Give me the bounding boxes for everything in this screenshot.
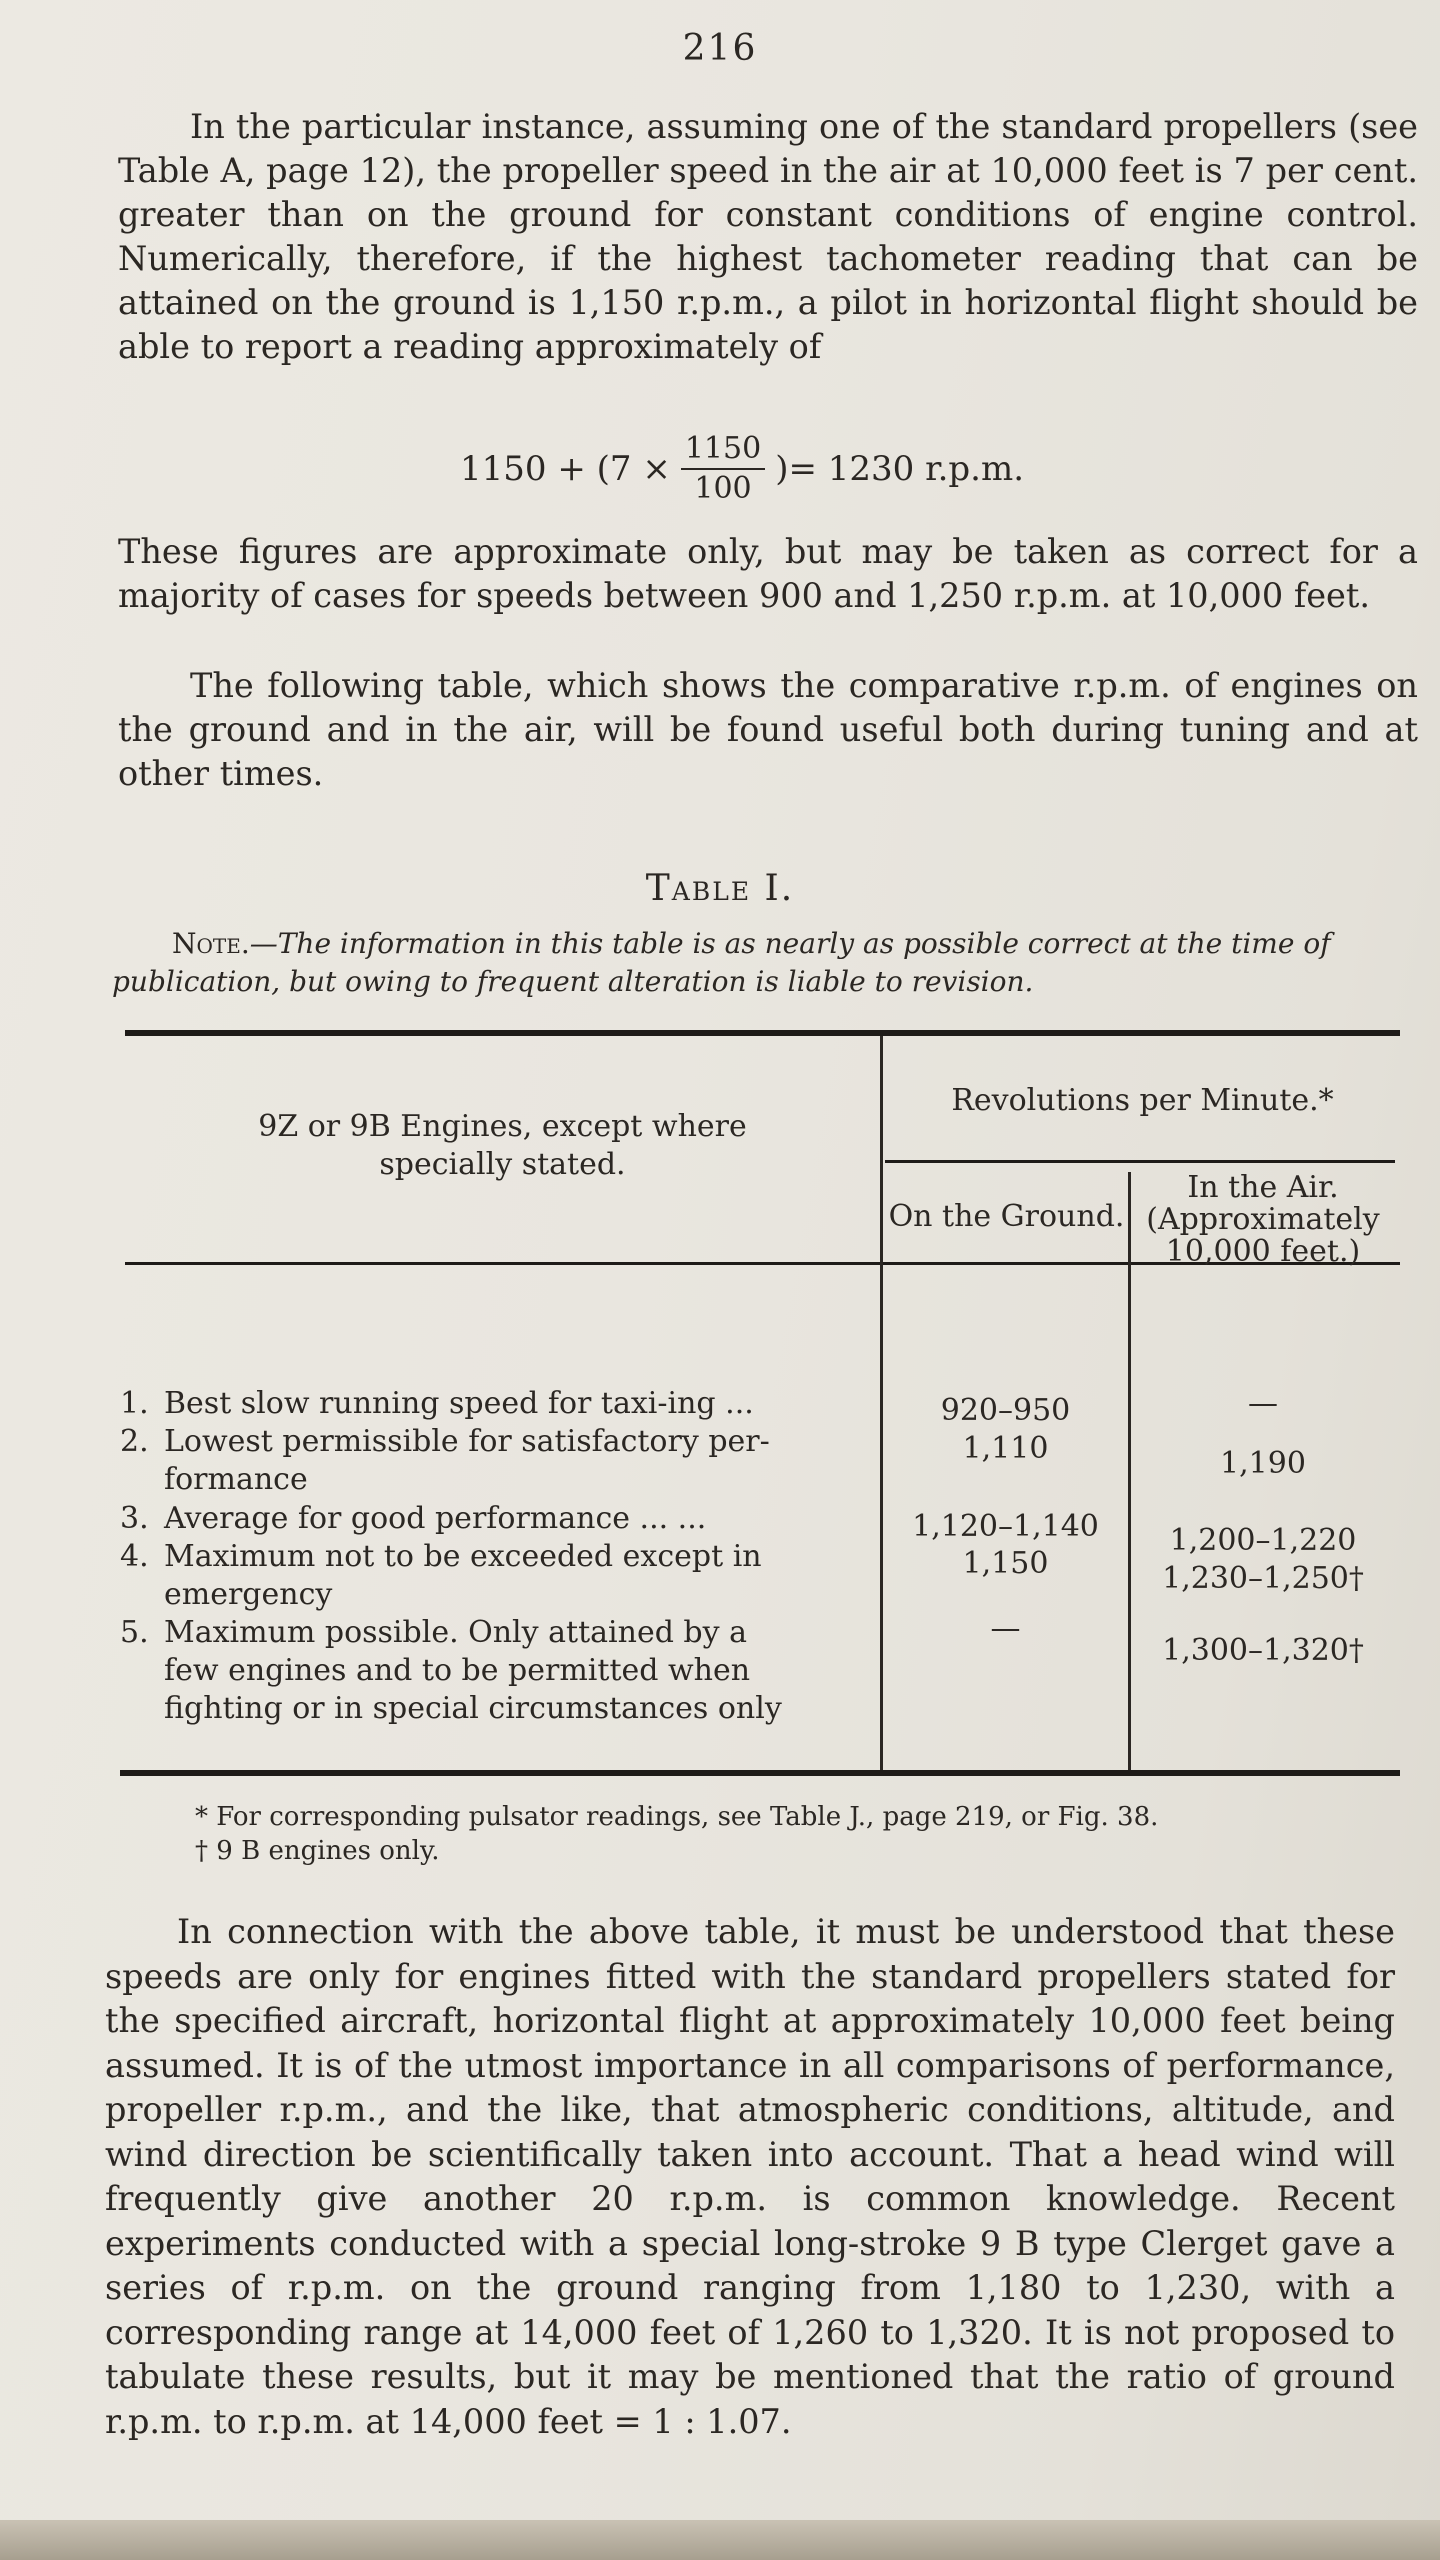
ground-value: 1,120–1,140 xyxy=(912,1509,1099,1544)
footnote-9b: † 9 B engines only. xyxy=(195,1836,440,1866)
air-value: 1,300–1,320† xyxy=(1162,1633,1364,1668)
table-row xyxy=(120,1538,880,1614)
row-label: Maximum possible. Only attained by a xyxy=(164,1615,748,1650)
air-value: 1,230–1,250† xyxy=(1162,1561,1364,1596)
header-air-line3: 10,000 feet.) xyxy=(1165,1234,1361,1269)
header-on-ground: On the Ground. xyxy=(888,1199,1125,1234)
air-value: — xyxy=(1248,1386,1278,1421)
note-text: —The information in this table is as nearly as possible correct at the time of publication, but owing to frequent alteration is liable to revision. xyxy=(112,927,1331,998)
formula-denominator: 100 xyxy=(694,471,752,506)
header-air-line1: In the Air. xyxy=(1187,1170,1339,1205)
header-engines-line2: specially stated. xyxy=(379,1147,626,1182)
table-row xyxy=(120,1614,880,1728)
table-note xyxy=(112,925,1392,1001)
group-header-rule xyxy=(885,1160,1395,1163)
formula-numerator: 1150 xyxy=(681,430,765,470)
header-in-air xyxy=(1131,1172,1395,1268)
formula-fraction xyxy=(681,430,765,508)
air-value: 1,200–1,220 xyxy=(1169,1523,1357,1558)
row-label: Average for good performance ... ... xyxy=(164,1501,707,1536)
table-row xyxy=(120,1423,880,1499)
row-label: Lowest permissible for satisfactory per- xyxy=(164,1424,770,1459)
row-label-cont: emergency xyxy=(164,1577,333,1612)
row-number: 5. xyxy=(120,1615,149,1650)
header-engines-line1: 9Z or 9B Engines, except where xyxy=(258,1109,747,1144)
table-row xyxy=(120,1385,880,1423)
paragraph-approximate-figures: These figures are approximate only, but may be taken as correct for a majority of cases for speeds between 900 and 1,250 r.p.m. at 10,000 feet. xyxy=(118,532,1418,615)
header-air-line2: (Approximately xyxy=(1146,1202,1380,1237)
row-label-cont: fighting or in special circumstances only xyxy=(164,1691,782,1726)
row-number: 1. xyxy=(120,1386,149,1421)
row-label: Maximum not to be exceeded except in xyxy=(164,1539,762,1574)
ground-value: — xyxy=(990,1611,1021,1646)
row-label: Best slow running speed for taxi-ing ... xyxy=(164,1386,754,1421)
row-number: 2. xyxy=(120,1424,149,1459)
ground-value: 1,150 xyxy=(962,1546,1049,1581)
header-engines xyxy=(125,1108,880,1184)
table-row xyxy=(120,1500,880,1538)
table-bottom-rule xyxy=(120,1770,1400,1776)
table-top-rule xyxy=(125,1030,1400,1036)
paragraph-connection: In connection with the above table, it must be understood that these speeds are only for engines fitted with the standard propellers stated for the specified aircraft, horizontal flight at approximately 10,000 feet being assumed. It is of the utmost importance in all comparisons of performance, propeller r.p.m., and the like, that atmospheric conditions, altitude, and wind direction be scientifically taken into account. That a head wind will frequently give another 20 r.p.m. is common knowledge. Recent experiments conducted with a special long-stroke 9 B type Clerget gave a series of r.p.m. on the ground ranging from 1,180 to 1,230, with a corresponding range at 14,000 feet of 1,260 to 1,320. It is not proposed to tabulate these results, but it may be mentioned that the ratio of ground r.p.m. to r.p.m. at 14,000 feet = 1 : 1.07. xyxy=(105,1912,1395,2441)
rpm-formula xyxy=(460,430,1024,508)
formula-right: )= 1230 r.p.m. xyxy=(775,449,1025,489)
row-label-cont: formance xyxy=(164,1462,308,1497)
ground-value: 1,110 xyxy=(962,1431,1049,1466)
page-number: 216 xyxy=(682,28,758,69)
paragraph-table-intro: The following table, which shows the comparative r.p.m. of engines on the ground and in the air, will be found useful both during tuning and at other times. xyxy=(118,666,1418,793)
row-label-cont: few engines and to be permitted when xyxy=(164,1653,751,1688)
row-number: 4. xyxy=(120,1539,149,1574)
table-title: Table I. xyxy=(645,868,795,909)
page-bottom-edge xyxy=(0,2520,1440,2560)
ground-value: 920–950 xyxy=(940,1393,1071,1428)
header-rpm-group: Revolutions per Minute.* xyxy=(951,1083,1334,1118)
air-value: 1,190 xyxy=(1220,1446,1306,1481)
formula-left: 1150 + (7 × xyxy=(460,449,671,489)
footnote-pulsator: * For corresponding pulsator readings, see Table J., page 219, or Fig. 38. xyxy=(195,1802,1159,1832)
note-lead: Note. xyxy=(172,927,250,960)
paragraph-propeller-speed: In the particular instance, assuming one of the standard propellers (see Table A, page 12), the propeller speed in the air at 10,000 feet is 7 per cent. greater than on the ground for constant conditions of engine control. Numerically, therefore, if the highest tachometer reading that can be attained on the ground is 1,150 r.p.m., a pilot in horizontal flight should be able to report a reading approximately of xyxy=(118,107,1418,366)
row-number: 3. xyxy=(120,1501,149,1536)
